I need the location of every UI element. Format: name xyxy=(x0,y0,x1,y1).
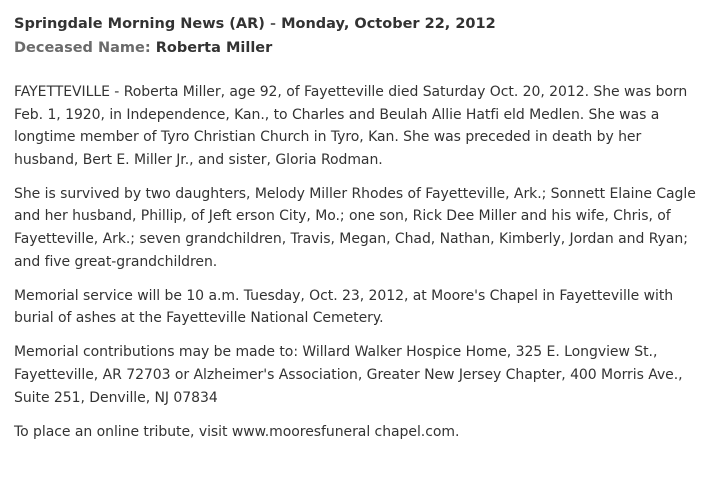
deceased-name-line xyxy=(14,36,708,60)
obituary-paragraph-service: Memorial service will be 10 a.m. Tuesday, Oct. 23, 2012, at Moore's Chapel in Fayetteville with burial of ashes at the Fayetteville National Cemetery. xyxy=(14,287,674,327)
obituary-paragraph-tribute: To place an online tribute, visit www.mooresfuneral chapel.com. xyxy=(14,423,460,440)
publication-date: Monday, October 22, 2012 xyxy=(281,16,496,32)
newspaper-source: Springdale Morning News (AR) xyxy=(14,16,265,32)
header-separator: - xyxy=(264,16,282,32)
obituary-paragraph-intro: FAYETTEVILLE - Roberta Miller, age 92, of Fayetteville died Saturday Oct. 20, 2012. She was born Feb. 1, 1920, in Independence, Kan., to Charles and Beulah Allie Hatfi eld Medlen. She was a longtime member of Tyro Christian Church in Tyro, Kan. She was preceded in death by her husband, Bert E. Miller Jr., and sister, Gloria Rodman. xyxy=(14,84,688,168)
obituary-paragraph-contributions: Memorial contributions may be made to: Willard Walker Hospice Home, 325 E. Longview St., Fayetteville, AR 72703 or Alzheimer's Association, Greater New Jersey Chapter, 400 Morris Ave., Suite 251, Denville, NJ 07834 xyxy=(14,344,683,406)
deceased-name-label: Deceased Name: xyxy=(14,40,156,56)
source-date-line xyxy=(14,12,708,36)
deceased-name: Roberta Miller xyxy=(155,40,273,56)
obituary-paragraph-survivors: She is survived by two daughters, Melody Miller Rhodes of Fayetteville, Ark.; Sonnett Elaine Cagle and her husband, Phillip, of Jeft erson City, Mo.; one son, Rick Dee Miller and his wife, Chris, of Fayetteville, Ark.; seven grandchildren, Travis, Megan, Chad, Nathan, Kimberly, Jordan and Ryan; and five great-grandchildren. xyxy=(14,185,696,270)
obituary-body xyxy=(14,81,708,443)
